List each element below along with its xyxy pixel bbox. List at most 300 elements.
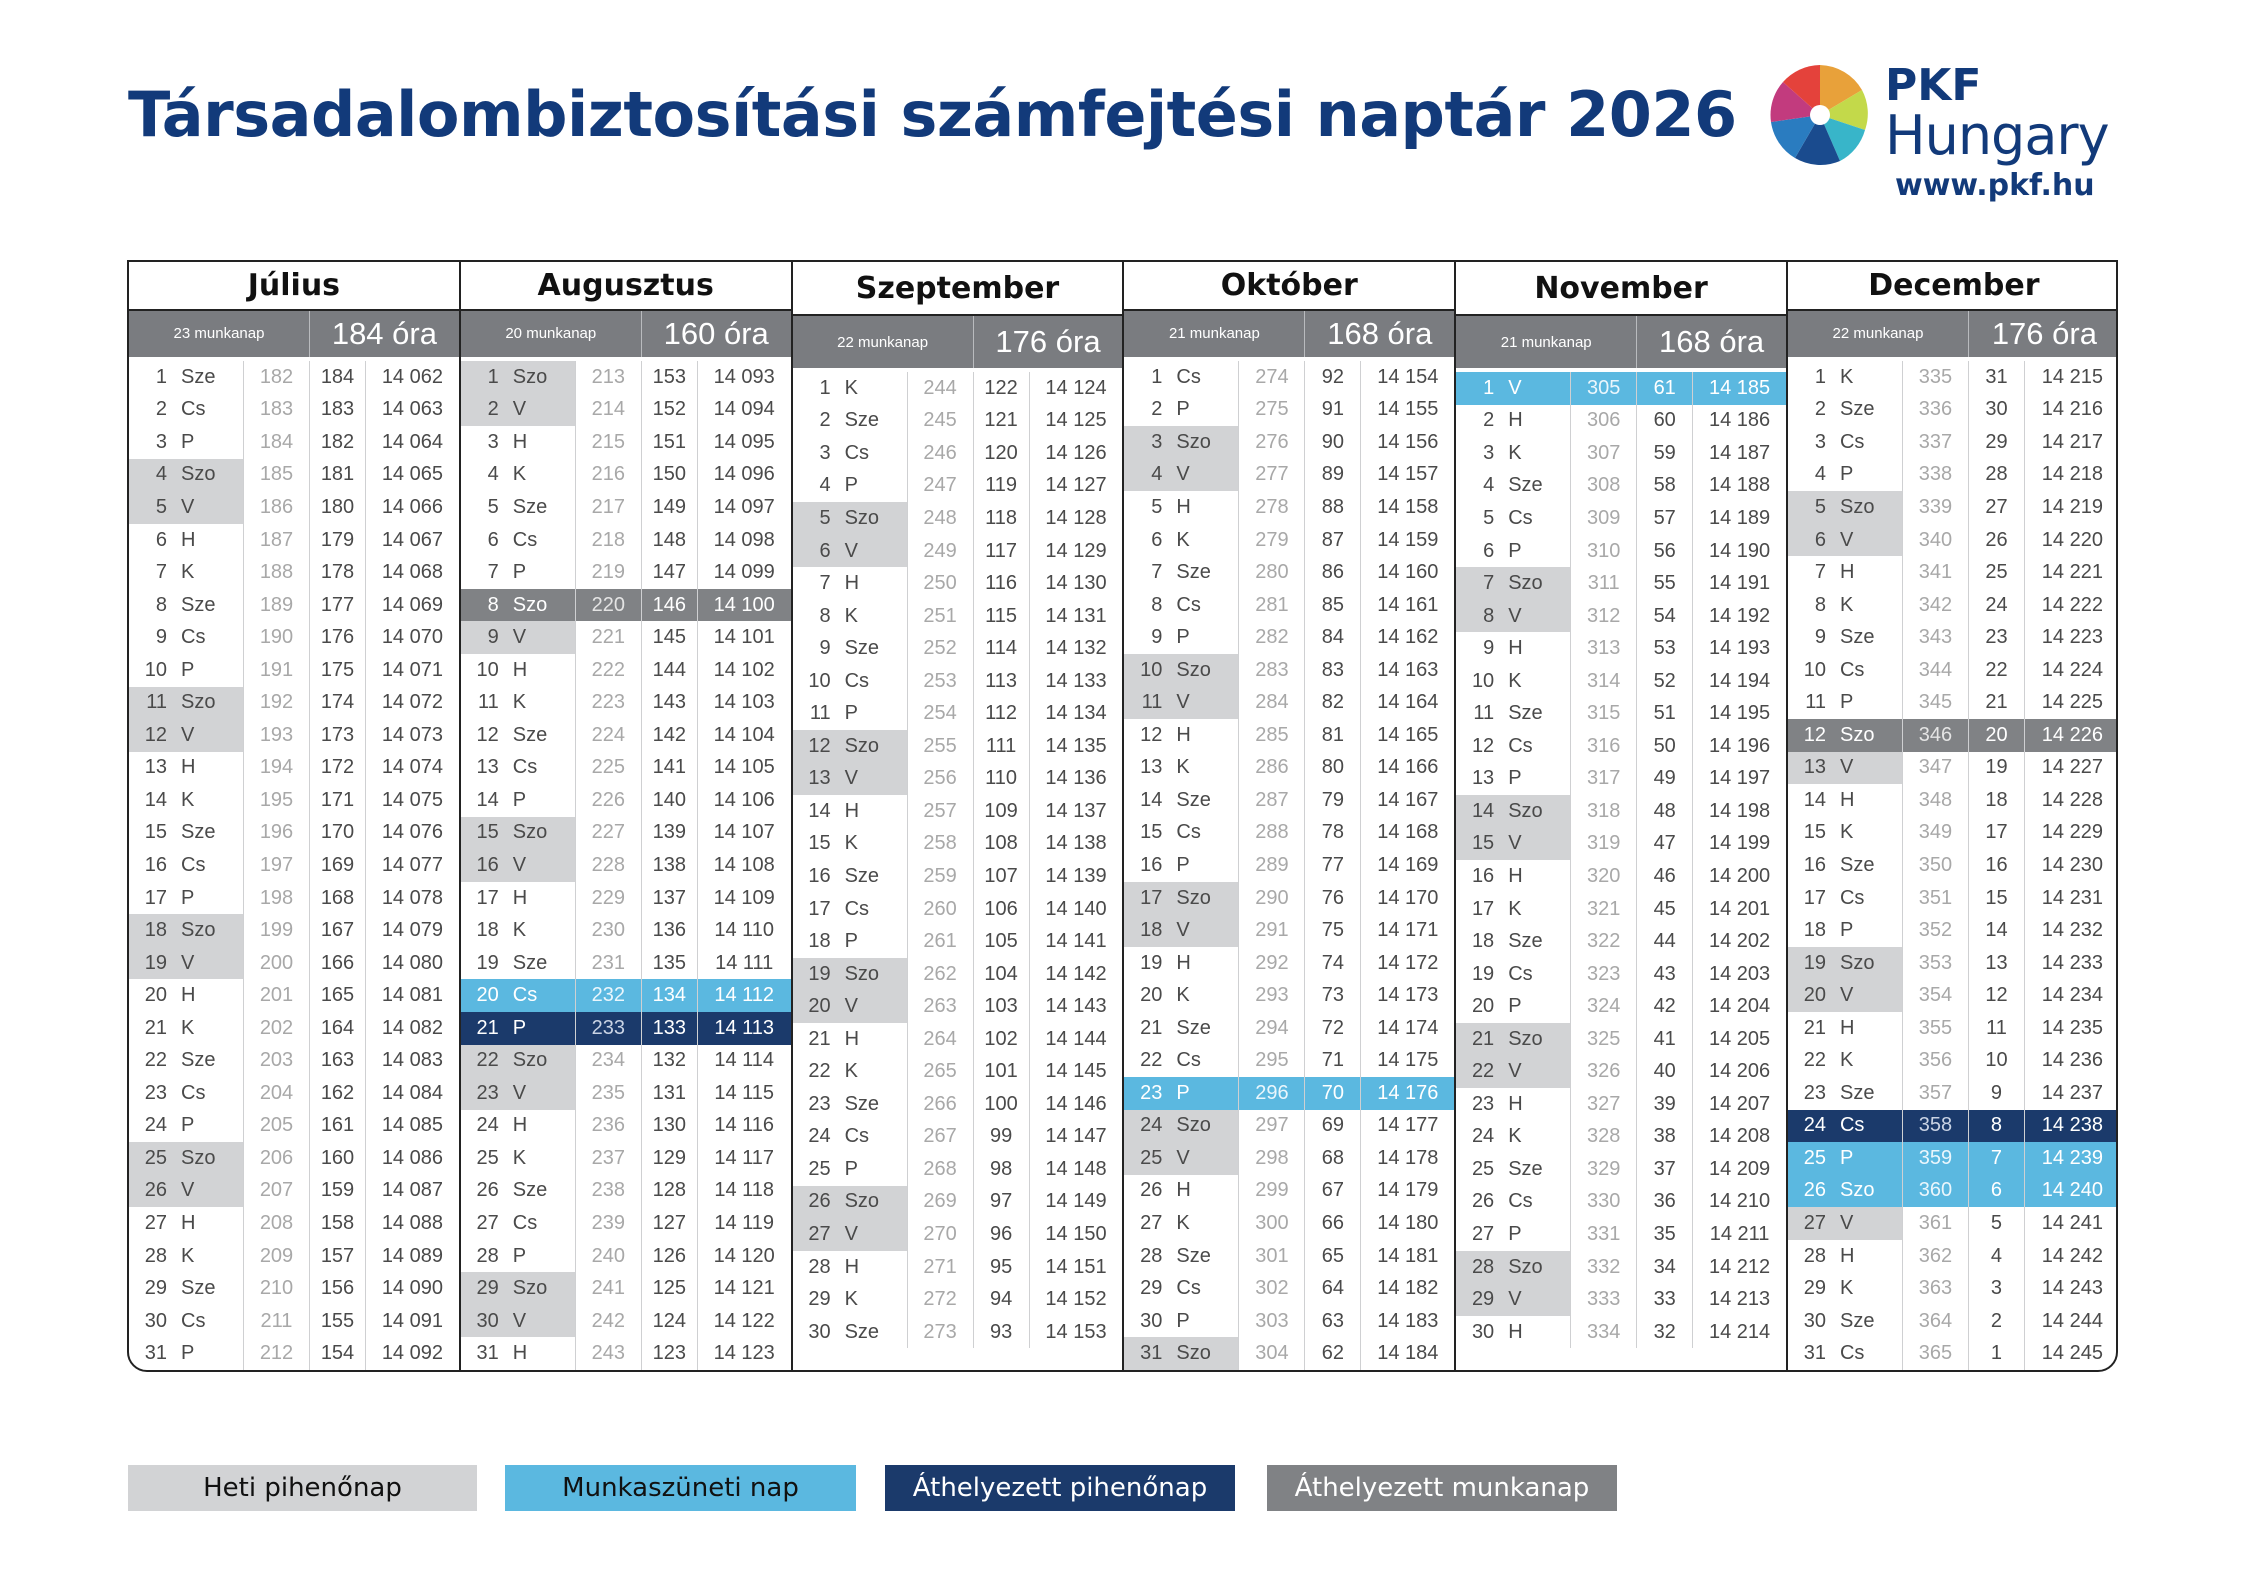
day-row: [461, 654, 791, 687]
serial-number: 14 229: [2024, 817, 2118, 850]
day-number: 15: [1140, 821, 1163, 844]
weekday: Szo: [1168, 1337, 1238, 1370]
serial-number: 14 096: [697, 459, 791, 492]
days-remaining: 59: [1636, 437, 1692, 470]
day-of-year: 297: [1238, 1110, 1304, 1143]
day-number: 7: [1814, 561, 1826, 584]
weekday: K: [181, 561, 195, 584]
weekday: Cs: [181, 1081, 206, 1104]
day-number: 15: [144, 821, 167, 844]
day-row: [1124, 882, 1454, 915]
day-row: [793, 763, 1123, 796]
weekday: V: [1168, 1142, 1238, 1175]
serial-number: 14 217: [2024, 426, 2118, 459]
day-number: 1: [1151, 365, 1163, 388]
weekday: P: [1839, 919, 1854, 942]
day-of-year: 314: [1570, 665, 1636, 698]
month-hours: 184 óra: [331, 315, 437, 351]
weekday: V: [505, 849, 575, 882]
day-number: 25: [1471, 1157, 1495, 1180]
day-number: 26: [1788, 1175, 1832, 1208]
days-remaining: 76: [1304, 882, 1360, 915]
days-remaining: 66: [1304, 1207, 1360, 1240]
weekday: K: [512, 919, 527, 942]
days-remaining: 48: [1636, 795, 1692, 828]
serial-number: 14 114: [697, 1045, 791, 1078]
day-row: [1788, 1207, 2118, 1240]
day-number: 1: [1456, 372, 1500, 405]
serial-number: 14 099: [697, 556, 791, 589]
days-remaining: 162: [309, 1077, 365, 1110]
days-remaining: 47: [1636, 828, 1692, 861]
days-remaining: 96: [973, 1218, 1029, 1251]
day-row: [1788, 1110, 2118, 1143]
day-number: 11: [809, 702, 831, 725]
month-name: November: [1456, 262, 1786, 316]
calendar-table: [127, 260, 2118, 1372]
day-of-year: 310: [1570, 535, 1636, 568]
day-of-year: 294: [1238, 1012, 1304, 1045]
day-row: [793, 632, 1123, 665]
day-row: [1456, 1316, 1786, 1349]
weekday: K: [1839, 1277, 1854, 1300]
day-row: [1124, 1012, 1454, 1045]
day-of-year: 247: [907, 470, 973, 503]
day-row: [1124, 589, 1454, 622]
day-number: 31: [144, 1342, 167, 1365]
day-number: 16: [1140, 854, 1163, 876]
serial-number: 14 173: [1360, 979, 1454, 1012]
day-of-year: 330: [1570, 1186, 1636, 1219]
serial-number: 14 080: [365, 947, 459, 980]
day-of-year: 338: [1902, 459, 1968, 492]
weekday: H: [844, 799, 860, 822]
days-remaining: 3: [1968, 1272, 2024, 1305]
serial-number: 14 104: [697, 719, 791, 752]
day-row: [1456, 665, 1786, 698]
day-row: [793, 860, 1123, 893]
days-remaining: 12: [1968, 979, 2024, 1012]
weekday: Szo: [1500, 795, 1570, 828]
serial-number: 14 206: [1692, 1055, 1786, 1088]
day-of-year: 182: [243, 361, 309, 394]
serial-number: 14 179: [1360, 1175, 1454, 1208]
serial-number: 14 129: [1029, 535, 1123, 568]
weekday: V: [1832, 752, 1902, 785]
days-remaining: 131: [641, 1077, 697, 1110]
weekday: H: [1508, 1320, 1523, 1343]
day-number: 5: [1788, 491, 1832, 524]
day-number: 24: [144, 1114, 167, 1137]
serial-number: 14 181: [1360, 1240, 1454, 1273]
day-of-year: 271: [907, 1251, 973, 1284]
serial-number: 14 133: [1029, 665, 1123, 698]
serial-number: 14 193: [1692, 632, 1786, 665]
serial-number: 14 151: [1029, 1251, 1123, 1284]
day-row: [1456, 730, 1786, 763]
day-row: [129, 1077, 459, 1110]
days-remaining: 180: [309, 491, 365, 524]
serial-number: 14 184: [1360, 1337, 1454, 1370]
weekday: V: [837, 990, 907, 1023]
month-workdays: 22 munkanap: [1788, 311, 1969, 358]
day-row: [1456, 1153, 1786, 1186]
days-remaining: 110: [973, 763, 1029, 796]
day-number: 20: [1140, 984, 1163, 1007]
days-remaining: 99: [973, 1121, 1029, 1154]
day-of-year: 216: [575, 459, 641, 492]
day-of-year: 306: [1570, 405, 1636, 438]
weekday: P: [1176, 854, 1190, 876]
weekday: K: [844, 1060, 858, 1083]
day-number: 18: [129, 914, 173, 947]
weekday: H: [1176, 723, 1191, 746]
day-number: 30: [808, 1320, 831, 1343]
page-title: Társadalombiztosítási számfejtési naptár 2026: [128, 78, 1737, 151]
serial-number: 14 175: [1360, 1045, 1454, 1078]
day-row: [461, 784, 791, 817]
day-of-year: 327: [1570, 1088, 1636, 1121]
weekday: Cs: [1176, 365, 1201, 388]
day-number: 17: [1803, 886, 1826, 909]
weekday: Szo: [1168, 654, 1238, 687]
days-remaining: 24: [1968, 589, 2024, 622]
day-of-year: 224: [575, 719, 641, 752]
serial-number: 14 091: [365, 1305, 459, 1338]
days-remaining: 69: [1304, 1110, 1360, 1143]
days-remaining: 98: [973, 1153, 1029, 1186]
day-row: [793, 1283, 1123, 1316]
weekday: Szo: [1832, 1175, 1902, 1208]
weekday: K: [181, 788, 195, 811]
day-of-year: 331: [1570, 1218, 1636, 1251]
day-number: 25: [129, 1142, 173, 1175]
serial-number: 14 079: [365, 914, 459, 947]
day-of-year: 308: [1570, 470, 1636, 503]
day-number: 28: [1140, 1244, 1163, 1267]
day-of-year: 239: [575, 1207, 641, 1240]
days-remaining: 117: [973, 535, 1029, 568]
day-number: 22: [144, 1049, 167, 1072]
serial-number: 14 243: [2024, 1272, 2118, 1305]
month-summary: [461, 311, 791, 358]
weekday: V: [1500, 1055, 1570, 1088]
days-remaining: 23: [1968, 621, 2024, 654]
days-remaining: 168: [309, 882, 365, 915]
day-row: [1456, 437, 1786, 470]
month-summary: [129, 311, 459, 358]
day-of-year: 193: [243, 719, 309, 752]
day-row: [129, 752, 459, 785]
weekday: Sze: [844, 1092, 880, 1115]
day-row: [129, 589, 459, 622]
serial-number: 14 210: [1692, 1186, 1786, 1219]
day-number: 11: [1805, 691, 1826, 714]
day-row: [1124, 1207, 1454, 1240]
day-number: 11: [1473, 702, 1495, 725]
days-remaining: 121: [973, 405, 1029, 438]
serial-number: 14 072: [365, 687, 459, 720]
serial-number: 14 187: [1692, 437, 1786, 470]
day-of-year: 258: [907, 828, 973, 861]
day-of-year: 325: [1570, 1023, 1636, 1056]
day-of-year: 270: [907, 1218, 973, 1251]
day-row: [1456, 600, 1786, 633]
weekday: Szo: [1168, 1110, 1238, 1143]
day-number: 17: [144, 886, 167, 909]
day-row: [461, 621, 791, 654]
day-number: 4: [487, 463, 499, 486]
serial-number: 14 219: [2024, 491, 2118, 524]
days-remaining: 14: [1968, 914, 2024, 947]
day-number: 30: [1803, 1309, 1826, 1332]
weekday: H: [1508, 864, 1523, 887]
day-of-year: 214: [575, 394, 641, 427]
day-row: [1124, 1045, 1454, 1078]
serial-number: 14 160: [1360, 556, 1454, 589]
day-row: [461, 589, 791, 622]
days-remaining: 172: [309, 752, 365, 785]
day-of-year: 298: [1238, 1142, 1304, 1175]
day-of-year: 281: [1238, 589, 1304, 622]
days-remaining: 140: [641, 784, 697, 817]
day-row: [129, 979, 459, 1012]
day-of-year: 233: [575, 1012, 641, 1045]
day-of-year: 212: [243, 1337, 309, 1370]
weekday: Szo: [1500, 1251, 1570, 1284]
day-number: 19: [476, 951, 499, 974]
day-number: 19: [129, 947, 173, 980]
month-workdays: 20 munkanap: [461, 311, 642, 358]
day-of-year: 293: [1238, 979, 1304, 1012]
weekday: Sze: [512, 495, 548, 518]
day-of-year: 283: [1238, 654, 1304, 687]
days-remaining: 118: [973, 502, 1029, 535]
weekday: Sze: [844, 637, 880, 660]
day-number: 8: [155, 593, 167, 616]
day-of-year: 357: [1902, 1077, 1968, 1110]
serial-number: 14 062: [365, 361, 459, 394]
day-of-year: 289: [1238, 849, 1304, 882]
serial-number: 14 109: [697, 882, 791, 915]
day-number: 30: [144, 1309, 167, 1332]
days-remaining: 101: [973, 1055, 1029, 1088]
day-row: [1124, 947, 1454, 980]
weekday: H: [844, 572, 860, 595]
day-row: [1124, 1142, 1454, 1175]
day-number: 21: [144, 1016, 167, 1039]
day-number: 8: [819, 604, 831, 627]
day-number: 15: [1456, 828, 1500, 861]
day-row: [1124, 687, 1454, 720]
serial-number: 14 231: [2024, 882, 2118, 915]
day-row: [793, 470, 1123, 503]
weekday: H: [512, 430, 528, 453]
day-number: 21: [1140, 1016, 1163, 1039]
day-row: [793, 1055, 1123, 1088]
month-workdays: 21 munkanap: [1456, 316, 1637, 368]
serial-number: 14 065: [365, 459, 459, 492]
day-row: [793, 437, 1123, 470]
serial-number: 14 182: [1360, 1272, 1454, 1305]
days-remaining: 43: [1636, 958, 1692, 991]
day-row: [461, 1175, 791, 1208]
serial-number: 14 082: [365, 1012, 459, 1045]
day-row: [1788, 849, 2118, 882]
day-of-year: 231: [575, 947, 641, 980]
day-number: 12: [1140, 723, 1163, 746]
day-list: [461, 357, 791, 1370]
day-number: 2: [461, 394, 505, 427]
weekday: K: [844, 832, 858, 855]
weekday: Cs: [1176, 821, 1201, 844]
weekday: Cs: [181, 626, 206, 649]
day-of-year: 364: [1902, 1305, 1968, 1338]
weekday: Szo: [837, 1186, 907, 1219]
day-of-year: 291: [1238, 914, 1304, 947]
day-row: [1124, 394, 1454, 427]
day-row: [129, 459, 459, 492]
day-row: [1456, 1088, 1786, 1121]
weekday: V: [1832, 1207, 1902, 1240]
day-number: 23: [461, 1077, 505, 1110]
serial-number: 14 240: [2024, 1175, 2118, 1208]
day-row: [129, 784, 459, 817]
serial-number: 14 064: [365, 426, 459, 459]
day-row: [129, 687, 459, 720]
day-of-year: 254: [907, 697, 973, 730]
day-of-year: 253: [907, 665, 973, 698]
days-remaining: 171: [309, 784, 365, 817]
weekday: Cs: [1176, 1277, 1201, 1300]
weekday: Cs: [1839, 1342, 1865, 1365]
serial-number: 14 123: [697, 1337, 791, 1370]
day-number: 7: [819, 572, 831, 595]
day-of-year: 226: [575, 784, 641, 817]
days-remaining: 32: [1636, 1316, 1692, 1349]
month-name: December: [1788, 262, 2118, 311]
day-of-year: 225: [575, 752, 641, 785]
day-of-year: 228: [575, 849, 641, 882]
days-remaining: 28: [1968, 459, 2024, 492]
logo-name-line2: Hungary: [1885, 104, 2109, 167]
days-remaining: 161: [309, 1110, 365, 1143]
weekday: V: [1168, 459, 1238, 492]
days-remaining: 107: [973, 860, 1029, 893]
day-row: [1788, 491, 2118, 524]
serial-number: 14 115: [697, 1077, 791, 1110]
day-row: [1456, 828, 1786, 861]
serial-number: 14 117: [697, 1142, 791, 1175]
day-number: 21: [1803, 1016, 1826, 1039]
days-remaining: 155: [309, 1305, 365, 1338]
day-of-year: 227: [575, 817, 641, 850]
day-of-year: 328: [1570, 1121, 1636, 1154]
day-of-year: 269: [907, 1186, 973, 1219]
day-number: 9: [155, 626, 167, 649]
month-hours: 176 óra: [1991, 315, 2097, 351]
serial-number: 14 140: [1029, 893, 1123, 926]
days-remaining: 11: [1968, 1012, 2024, 1045]
serial-number: 14 150: [1029, 1218, 1123, 1251]
day-row: [1124, 1175, 1454, 1208]
day-of-year: 260: [907, 893, 973, 926]
day-number: 10: [1471, 669, 1495, 692]
weekday: Sze: [844, 1320, 880, 1343]
serial-number: 14 214: [1692, 1316, 1786, 1349]
day-of-year: 207: [243, 1175, 309, 1208]
days-remaining: 53: [1636, 632, 1692, 665]
day-number: 24: [808, 1125, 831, 1148]
weekday: Sze: [181, 1049, 216, 1072]
day-of-year: 337: [1902, 426, 1968, 459]
weekday: Sze: [1839, 1081, 1875, 1104]
day-of-year: 359: [1902, 1142, 1968, 1175]
days-remaining: 106: [973, 893, 1029, 926]
day-number: 13: [1471, 767, 1495, 790]
serial-number: 14 149: [1029, 1186, 1123, 1219]
days-remaining: 152: [641, 394, 697, 427]
weekday: H: [181, 1212, 196, 1235]
day-of-year: 219: [575, 556, 641, 589]
serial-number: 14 066: [365, 491, 459, 524]
weekday: Sze: [1508, 1157, 1543, 1180]
days-remaining: 84: [1304, 621, 1360, 654]
days-remaining: 91: [1304, 394, 1360, 427]
days-remaining: 22: [1968, 654, 2024, 687]
days-remaining: 184: [309, 361, 365, 394]
day-number: 1: [1814, 365, 1826, 388]
day-of-year: 222: [575, 654, 641, 687]
serial-number: 14 088: [365, 1207, 459, 1240]
day-of-year: 192: [243, 687, 309, 720]
serial-number: 14 089: [365, 1240, 459, 1273]
days-remaining: 42: [1636, 990, 1692, 1023]
day-row: [461, 426, 791, 459]
day-row: [129, 1207, 459, 1240]
day-row: [1788, 687, 2118, 720]
day-number: 1: [155, 365, 167, 388]
day-row: [793, 795, 1123, 828]
days-remaining: 182: [309, 426, 365, 459]
day-row: [461, 979, 791, 1012]
day-of-year: 236: [575, 1110, 641, 1143]
days-remaining: 38: [1636, 1121, 1692, 1154]
days-remaining: 82: [1304, 687, 1360, 720]
day-of-year: 215: [575, 426, 641, 459]
day-number: 9: [819, 637, 831, 660]
day-row: [129, 1045, 459, 1078]
weekday: H: [512, 1342, 528, 1365]
day-row: [793, 1186, 1123, 1219]
weekday: P: [1508, 1222, 1522, 1245]
days-remaining: 34: [1636, 1251, 1692, 1284]
weekday: P: [1839, 463, 1854, 486]
day-row: [461, 524, 791, 557]
days-remaining: 6: [1968, 1175, 2024, 1208]
day-row: [1456, 502, 1786, 535]
days-remaining: 134: [641, 979, 697, 1012]
day-row: [1124, 914, 1454, 947]
weekday: Szo: [1832, 719, 1902, 752]
serial-number: 14 121: [697, 1272, 791, 1305]
day-row: [461, 361, 791, 394]
day-row: [461, 1305, 791, 1338]
day-number: 4: [1483, 474, 1495, 497]
weekday: Sze: [844, 864, 880, 887]
day-row: [1456, 697, 1786, 730]
day-of-year: 266: [907, 1088, 973, 1121]
